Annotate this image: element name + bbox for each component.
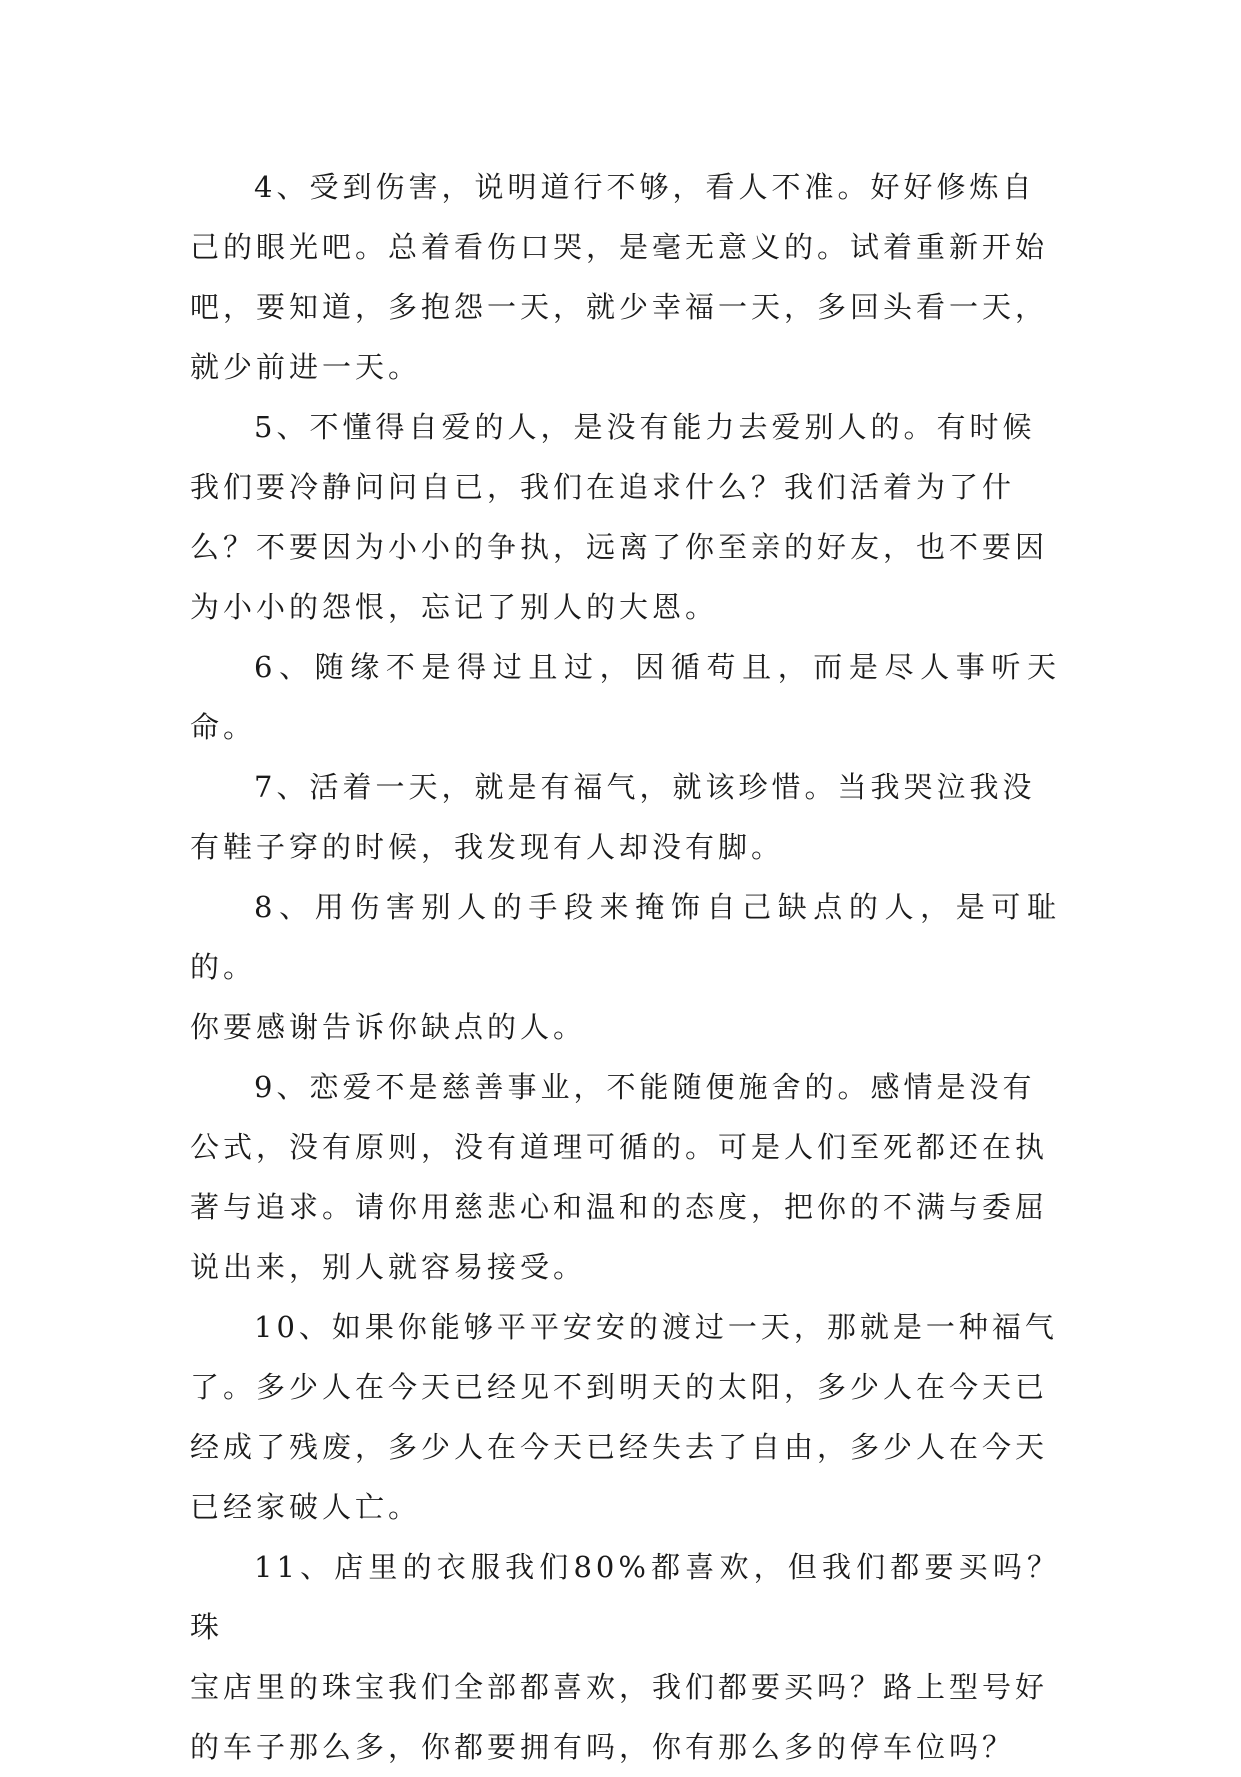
paragraph-5 <box>190 397 1060 637</box>
paragraph-line: 宝店里的珠宝我们全部都喜欢，我们都要买吗？路上型号好 <box>190 1670 1049 1704</box>
paragraph-line: 就少前进一天。 <box>190 350 422 384</box>
paragraph-line: 有鞋子穿的时候，我发现有人却没有脚。 <box>190 830 785 864</box>
paragraph-line: 已经家破人亡。 <box>190 1490 422 1524</box>
paragraph-line: 你要感谢告诉你缺点的人。 <box>190 1010 587 1044</box>
paragraph-line: 说出来，别人就容易接受。 <box>190 1250 587 1284</box>
paragraph-line: 了。多少人在今天已经见不到明天的太阳，多少人在今天已 <box>190 1370 1049 1404</box>
paragraph-line: 己的眼光吧。总着看伤口哭，是毫无意义的。试着重新开始 <box>190 230 1049 264</box>
paragraph-line: 吧，要知道，多抱怨一天，就少幸福一天，多回头看一天， <box>190 290 1049 324</box>
paragraph-line: 么？不要因为小小的争执，远离了你至亲的好友，也不要因 <box>190 530 1049 564</box>
paragraph-line: 我们要冷静问问自已，我们在追求什么？我们活着为了什 <box>190 470 1016 504</box>
paragraph-11 <box>190 1537 1060 1777</box>
paragraph-line: 的车子那么多，你都要拥有吗，你有那么多的停车位吗？ <box>190 1730 1016 1764</box>
paragraph-line: 9、恋爱不是慈善事业，不能随便施舍的。感情是没有 <box>254 1070 1036 1104</box>
paragraph-line: 著与追求。请你用慈悲心和温和的态度，把你的不满与委屈 <box>190 1190 1049 1224</box>
paragraph-line: 8、用伤害别人的手段来掩饰自己缺点的人，是可耻的。 <box>190 890 1060 984</box>
paragraph-8 <box>190 877 1060 1057</box>
paragraph-7 <box>190 757 1060 877</box>
paragraph-4 <box>190 157 1060 397</box>
paragraph-10 <box>190 1297 1060 1537</box>
paragraph-line: 7、活着一天，就是有福气，就该珍惜。当我哭泣我没 <box>254 770 1036 804</box>
paragraph-line: 经成了残废，多少人在今天已经失去了自由，多少人在今天 <box>190 1430 1049 1464</box>
paragraph-line: 11、店里的衣服我们80%都喜欢，但我们都要买吗？珠 <box>190 1550 1060 1644</box>
paragraph-line: 5、不懂得自爱的人，是没有能力去爱别人的。有时候 <box>254 410 1036 444</box>
paragraph-line: 为小小的怨恨，忘记了别人的大恩。 <box>190 590 719 624</box>
paragraph-line: 公式，没有原则，没有道理可循的。可是人们至死都还在执 <box>190 1130 1049 1164</box>
paragraph-line: 4、受到伤害，说明道行不够，看人不准。好好修炼自 <box>254 170 1036 204</box>
paragraph-line: 6、随缘不是得过且过，因循苟且，而是尽人事听天命。 <box>190 650 1060 744</box>
paragraph-6 <box>190 637 1060 757</box>
paragraph-line: 10、如果你能够平平安安的渡过一天，那就是一种福气 <box>254 1310 1058 1344</box>
paragraph-9 <box>190 1057 1060 1297</box>
document-body <box>190 157 1060 1777</box>
